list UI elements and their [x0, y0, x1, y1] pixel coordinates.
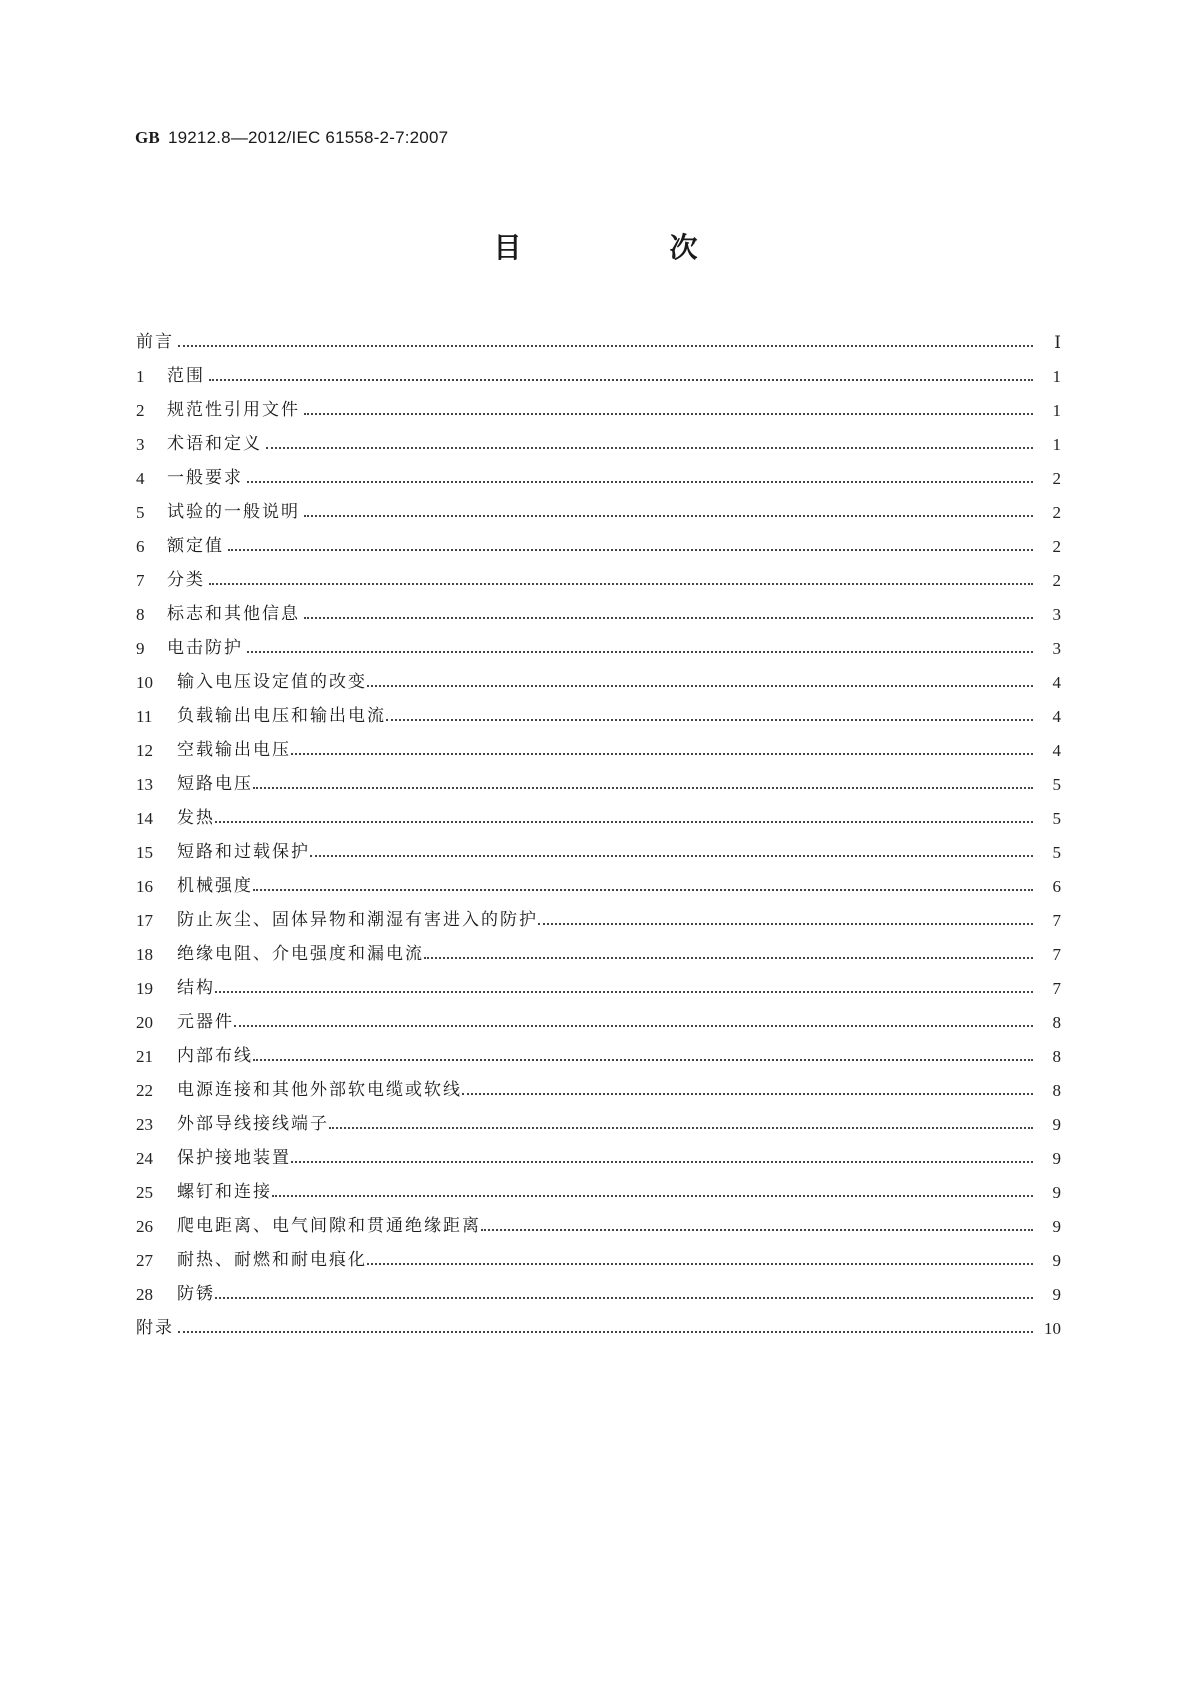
toc-entry-number: 15	[136, 842, 153, 862]
toc-dot-leader	[310, 854, 1033, 857]
toc-entry-page: 5	[1052, 842, 1061, 862]
toc-entry[interactable]	[136, 1277, 1061, 1311]
toc-entry-number: 5	[136, 502, 145, 522]
toc-entry-title: 耐热、耐燃和耐电痕化	[177, 1249, 367, 1270]
toc-entry[interactable]	[136, 563, 1061, 597]
toc-entry[interactable]	[136, 835, 1061, 869]
toc-dot-leader	[386, 718, 1033, 721]
toc-entry-number: 23	[136, 1114, 153, 1134]
toc-entry-page: 8	[1052, 1012, 1061, 1032]
toc-entry[interactable]	[136, 937, 1061, 971]
toc-dot-leader	[304, 412, 1033, 415]
toc-entry[interactable]	[136, 903, 1061, 937]
toc-entry-number: 28	[136, 1284, 153, 1304]
toc-dot-leader	[291, 1160, 1033, 1163]
toc-dot-leader	[253, 1058, 1033, 1061]
toc-entry-number: 18	[136, 944, 153, 964]
toc-dot-leader	[228, 548, 1033, 551]
toc-entry-number: 26	[136, 1216, 153, 1236]
toc-entry-page: 6	[1052, 876, 1061, 896]
toc-dot-leader	[234, 1024, 1033, 1027]
toc-dot-leader	[481, 1228, 1033, 1231]
toc-entry[interactable]	[136, 1073, 1061, 1107]
toc-entry[interactable]	[136, 869, 1061, 903]
toc-entry-page: 1	[1052, 434, 1061, 454]
toc-entry[interactable]	[136, 631, 1061, 665]
toc-entry-number: 4	[136, 468, 145, 488]
toc-dot-leader	[462, 1092, 1033, 1095]
toc-entry-page: 5	[1052, 808, 1061, 828]
toc-entry-page: 8	[1052, 1080, 1061, 1100]
standard-prefix: GB	[135, 128, 160, 147]
toc-dot-leader	[424, 956, 1033, 959]
toc-entry-title: 额定值	[167, 535, 224, 556]
toc-entry[interactable]	[136, 1209, 1061, 1243]
toc-entry-title: 术语和定义	[167, 433, 262, 454]
toc-dot-leader	[247, 650, 1033, 653]
toc-entry[interactable]	[136, 801, 1061, 835]
toc-dot-leader	[304, 514, 1033, 517]
toc-dot-leader	[304, 616, 1033, 619]
toc-entry[interactable]	[136, 1175, 1061, 1209]
toc-entry-page: 4	[1052, 706, 1061, 726]
toc-entry[interactable]	[136, 733, 1061, 767]
toc-entry[interactable]	[136, 597, 1061, 631]
toc-entry[interactable]	[136, 767, 1061, 801]
toc-dot-leader	[215, 990, 1033, 993]
toc-entry-number: 8	[136, 604, 145, 624]
toc-entry-page: 1	[1052, 366, 1061, 386]
toc-dot-leader	[215, 1296, 1033, 1299]
toc-dot-leader	[272, 1194, 1033, 1197]
toc-dot-leader	[266, 446, 1033, 449]
toc-entry[interactable]	[136, 1005, 1061, 1039]
toc-entry[interactable]	[136, 359, 1061, 393]
toc-entry[interactable]	[136, 495, 1061, 529]
page-title: 目 次	[493, 231, 758, 264]
toc-dot-leader	[538, 922, 1033, 925]
toc-entry-title: 发热	[177, 807, 215, 828]
toc-dot-leader	[215, 820, 1033, 823]
toc-entry-page: 5	[1052, 774, 1061, 794]
toc-entry-title: 附录	[136, 1317, 174, 1338]
toc-entry-title: 标志和其他信息	[167, 603, 300, 624]
toc-entry-title: 绝缘电阻、介电强度和漏电流	[177, 943, 424, 964]
toc-entry-page: 2	[1052, 468, 1061, 488]
toc-entry[interactable]	[136, 1141, 1061, 1175]
toc-entry-page: 10	[1044, 1318, 1061, 1338]
toc-entry-number: 25	[136, 1182, 153, 1202]
toc-entry-page: 9	[1052, 1148, 1061, 1168]
toc-entry[interactable]	[136, 427, 1061, 461]
toc-entry[interactable]	[136, 1311, 1061, 1345]
toc-dot-leader	[291, 752, 1033, 755]
toc-entry-title: 一般要求	[167, 467, 243, 488]
toc-entry-page: 3	[1052, 638, 1061, 658]
toc-entry-number: 22	[136, 1080, 153, 1100]
toc-entry-page: 4	[1052, 672, 1061, 692]
toc-entry-title: 前言	[136, 331, 174, 352]
toc-entry-title: 电击防护	[167, 637, 243, 658]
toc-dot-leader	[178, 1330, 1033, 1333]
toc-entry[interactable]	[136, 699, 1061, 733]
toc-entry-number: 20	[136, 1012, 153, 1032]
toc-entry[interactable]	[136, 1243, 1061, 1277]
toc-entry-title: 电源连接和其他外部软电缆或软线	[177, 1079, 462, 1100]
toc-entry[interactable]	[136, 1039, 1061, 1073]
toc-entry[interactable]	[136, 325, 1061, 359]
toc-entry-title: 空载输出电压	[177, 739, 291, 760]
toc-entry-page: 9	[1052, 1250, 1061, 1270]
toc-entry-page: 9	[1052, 1216, 1061, 1236]
toc-entry-title: 螺钉和连接	[177, 1181, 272, 1202]
toc-entry-title: 机械强度	[177, 875, 253, 896]
toc-entry-number: 17	[136, 910, 153, 930]
toc-entry-number: 11	[136, 706, 153, 726]
toc-entry-page: 7	[1052, 910, 1061, 930]
toc-dot-leader	[329, 1126, 1033, 1129]
toc-dot-leader	[247, 480, 1033, 483]
toc-entry-page: 2	[1052, 570, 1061, 590]
toc-entry-page: 7	[1052, 944, 1061, 964]
table-of-contents	[136, 325, 1061, 1345]
toc-entry-title: 元器件	[177, 1011, 234, 1032]
toc-entry-number: 14	[136, 808, 153, 828]
toc-entry-title: 规范性引用文件	[167, 399, 300, 420]
toc-entry-title: 短路和过载保护	[177, 841, 310, 862]
toc-entry-title: 防止灰尘、固体异物和潮湿有害进入的防护	[177, 909, 538, 930]
toc-entry[interactable]	[136, 529, 1061, 563]
toc-entry-page: 9	[1052, 1284, 1061, 1304]
toc-entry[interactable]	[136, 665, 1061, 699]
toc-entry-page: 8	[1052, 1046, 1061, 1066]
toc-entry-number: 27	[136, 1250, 153, 1270]
toc-entry[interactable]	[136, 393, 1061, 427]
toc-entry-number: 7	[136, 570, 145, 590]
toc-entry-title: 试验的一般说明	[167, 501, 300, 522]
toc-entry-title: 保护接地装置	[177, 1147, 291, 1168]
toc-dot-leader	[209, 582, 1033, 585]
toc-entry-number: 12	[136, 740, 153, 760]
toc-entry-title: 范围	[167, 365, 205, 386]
toc-entry[interactable]	[136, 971, 1061, 1005]
toc-entry-page: Ⅰ	[1054, 332, 1061, 352]
toc-entry-page: 3	[1052, 604, 1061, 624]
toc-entry-title: 外部导线接线端子	[177, 1113, 329, 1134]
toc-entry-title: 短路电压	[177, 773, 253, 794]
toc-entry-number: 2	[136, 400, 145, 420]
standard-number: 19212.8—2012/IEC 61558-2-7:2007	[167, 128, 449, 147]
toc-entry-page: 2	[1052, 502, 1061, 522]
toc-entry-title: 防锈	[177, 1283, 215, 1304]
toc-entry-title: 结构	[177, 977, 215, 998]
toc-entry-number: 24	[136, 1148, 153, 1168]
toc-entry-page: 2	[1052, 536, 1061, 556]
toc-entry-number: 3	[136, 434, 145, 454]
toc-entry-page: 4	[1052, 740, 1061, 760]
toc-entry-number: 21	[136, 1046, 153, 1066]
toc-entry-page: 9	[1052, 1114, 1061, 1134]
toc-entry-title: 输入电压设定值的改变	[177, 671, 367, 692]
toc-entry-page: 1	[1052, 400, 1061, 420]
toc-entry-page: 9	[1052, 1182, 1061, 1202]
toc-dot-leader	[253, 888, 1033, 891]
toc-entry-number: 1	[136, 366, 145, 386]
toc-entry-number: 9	[136, 638, 145, 658]
toc-dot-leader	[178, 344, 1033, 347]
toc-entry-title: 爬电距离、电气间隙和贯通绝缘距离	[177, 1215, 481, 1236]
toc-dot-leader	[367, 1262, 1033, 1265]
toc-entry-number: 6	[136, 536, 145, 556]
toc-dot-leader	[367, 684, 1033, 687]
toc-entry-number: 13	[136, 774, 153, 794]
toc-entry-title: 负载输出电压和输出电流	[177, 705, 386, 726]
toc-entry-number: 16	[136, 876, 153, 896]
toc-entry-number: 19	[136, 978, 153, 998]
toc-entry-page: 7	[1052, 978, 1061, 998]
toc-dot-leader	[209, 378, 1033, 381]
toc-entry-title: 分类	[167, 569, 205, 590]
toc-entry[interactable]	[136, 1107, 1061, 1141]
standard-header	[135, 128, 448, 148]
toc-entry-number: 10	[136, 672, 153, 692]
toc-dot-leader	[253, 786, 1033, 789]
toc-entry-title: 内部布线	[177, 1045, 253, 1066]
toc-entry[interactable]	[136, 461, 1061, 495]
